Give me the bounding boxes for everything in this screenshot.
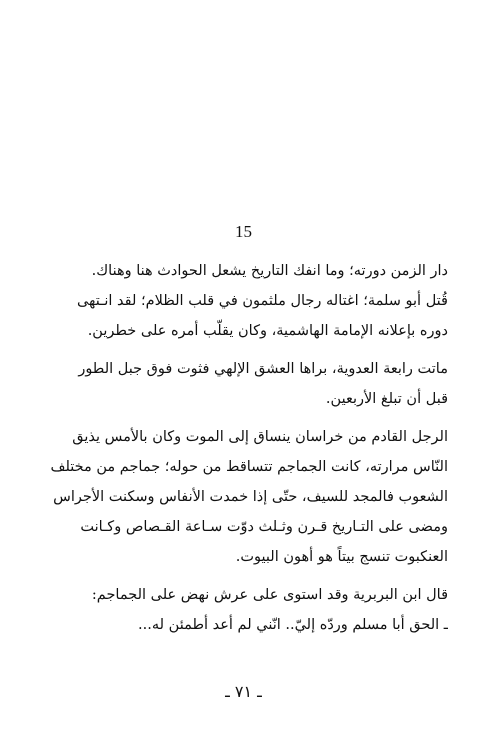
page-number: ـ ٧١ ـ: [225, 682, 262, 701]
paragraph: [40, 256, 448, 346]
text-line: قال ابن البربرية وقد استوى على عرش نهض على الجماجم:: [91, 587, 448, 603]
text-line: دوره بإعلانه الإمامة الهاشمية، وكان يقلّب أمره على خطرين.: [87, 323, 448, 339]
text-line: قُتل أبو سلمة؛ اغتاله رجال ملثمون في قلب الظلام؛ لقد انـتهى: [76, 293, 448, 309]
body-text: [40, 256, 448, 640]
text-line: قبل أن تبلغ الأربعين.: [325, 391, 448, 407]
text-line: ومضى على التـاريخ قـرن وثـلث دوّت سـاعة القـصاص وكـانت: [80, 519, 448, 535]
text-line: الرجل القادم من خراسان ينساق إلى الموت وكان بالأمس يذيق: [72, 429, 448, 445]
paragraph: [40, 580, 448, 640]
paragraph: [40, 422, 448, 572]
text-line: النّاس مرارته، كانت الجماجم تتساقط من حوله؛ جماجم من مختلف: [50, 459, 448, 475]
text-line: العنكبوت تنسج بيتاً هو أهون البيوت.: [235, 549, 448, 565]
section-number: 15: [235, 222, 252, 241]
text-line: ماتت رابعة العدوية، براها العشق الإلهي فثوت فوق جبل الطور: [78, 361, 448, 377]
paragraph: [40, 354, 448, 414]
text-line: ـ الحق أبا مسلم وردّه إليّ.. انّني لم أعد أطمئن له...: [138, 617, 448, 633]
text-line: الشعوب فالمجد للسيف، حتّى إذا خمدت الأنفاس وسكنت الأجراس: [53, 489, 448, 505]
text-line: دار الزمن دورته؛ وما انفك التاريخ يشعل الحوادث هنا وهناك.: [91, 263, 448, 279]
